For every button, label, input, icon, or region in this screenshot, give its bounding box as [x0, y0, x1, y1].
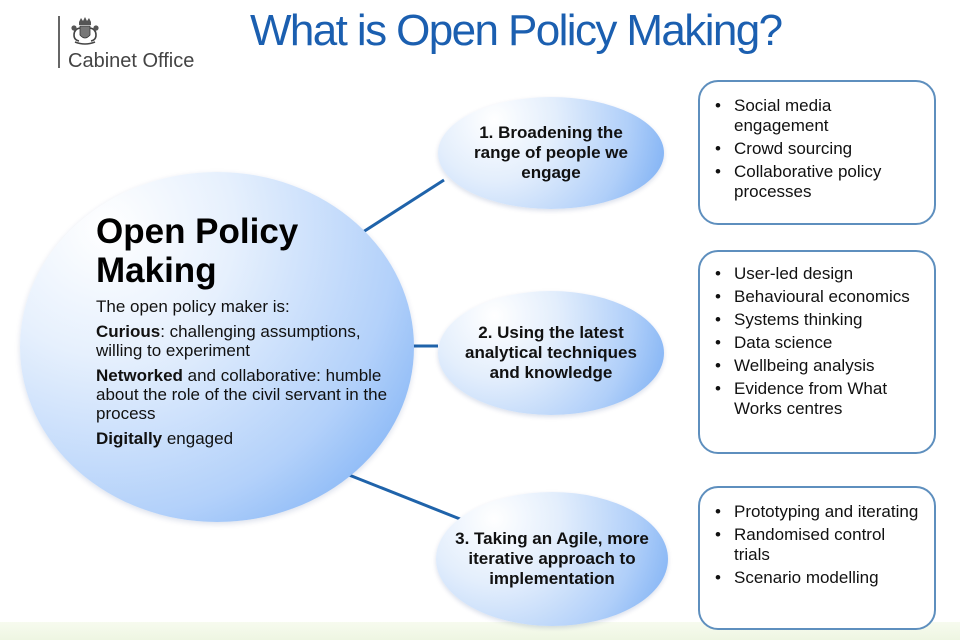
central-title	[96, 212, 356, 290]
trait-keyword: Digitally	[96, 429, 163, 448]
branch-3-label: 3. Taking an Agile, more iterative approach to implementation	[455, 529, 649, 588]
branch-2-label: 2. Using the latest analytical techniques and knowledge	[465, 323, 637, 382]
connector-3	[344, 473, 460, 519]
trait-text: : challenging assumptions, willing to experiment	[96, 322, 361, 360]
trait-keyword: Networked	[96, 366, 183, 385]
list-item: • Evidence from What Works centres	[710, 379, 924, 419]
central-description	[96, 297, 401, 454]
org-name: Cabinet Office	[68, 50, 195, 72]
trait-item	[96, 366, 401, 423]
list-item: • Scenario modelling	[710, 568, 924, 588]
branch-3-list	[710, 502, 924, 588]
list-item: • Crowd sourcing	[710, 139, 924, 159]
central-title-line2: Making	[96, 251, 217, 290]
branch-1-box	[698, 80, 936, 225]
branch-1-ellipse	[438, 97, 664, 209]
list-item: • Randomised control trials	[710, 525, 924, 565]
branch-1-label: 1. Broadening the range of people we engage	[474, 123, 628, 182]
branch-2-ellipse	[438, 291, 664, 415]
list-item: • Systems thinking	[710, 310, 924, 330]
branch-2-box	[698, 250, 936, 454]
trait-keyword: Curious	[96, 322, 161, 341]
branch-1-list	[710, 96, 924, 202]
list-item: • Social media engagement	[710, 96, 924, 136]
list-item: • Prototyping and iterating	[710, 502, 924, 522]
trait-item	[96, 322, 401, 360]
list-item: • Wellbeing analysis	[710, 356, 924, 376]
trait-text: and collaborative: humble about the role of the civil servant in the process	[96, 366, 388, 423]
branch-2-list	[710, 264, 924, 419]
trait-item	[96, 429, 401, 448]
page-title: What is Open Policy Making?	[250, 6, 782, 55]
trait-text: engaged	[162, 429, 234, 448]
connector-1	[363, 180, 444, 232]
list-item: • Collaborative policy processes	[710, 162, 924, 202]
list-item: • Data science	[710, 333, 924, 353]
intro-text: The open policy maker is:	[96, 297, 290, 316]
list-item: • Behavioural economics	[710, 287, 924, 307]
branch-3-box	[698, 486, 936, 630]
list-item: • User-led design	[710, 264, 924, 284]
central-title-line1: Open Policy	[96, 212, 299, 251]
branch-3-ellipse	[436, 492, 668, 626]
